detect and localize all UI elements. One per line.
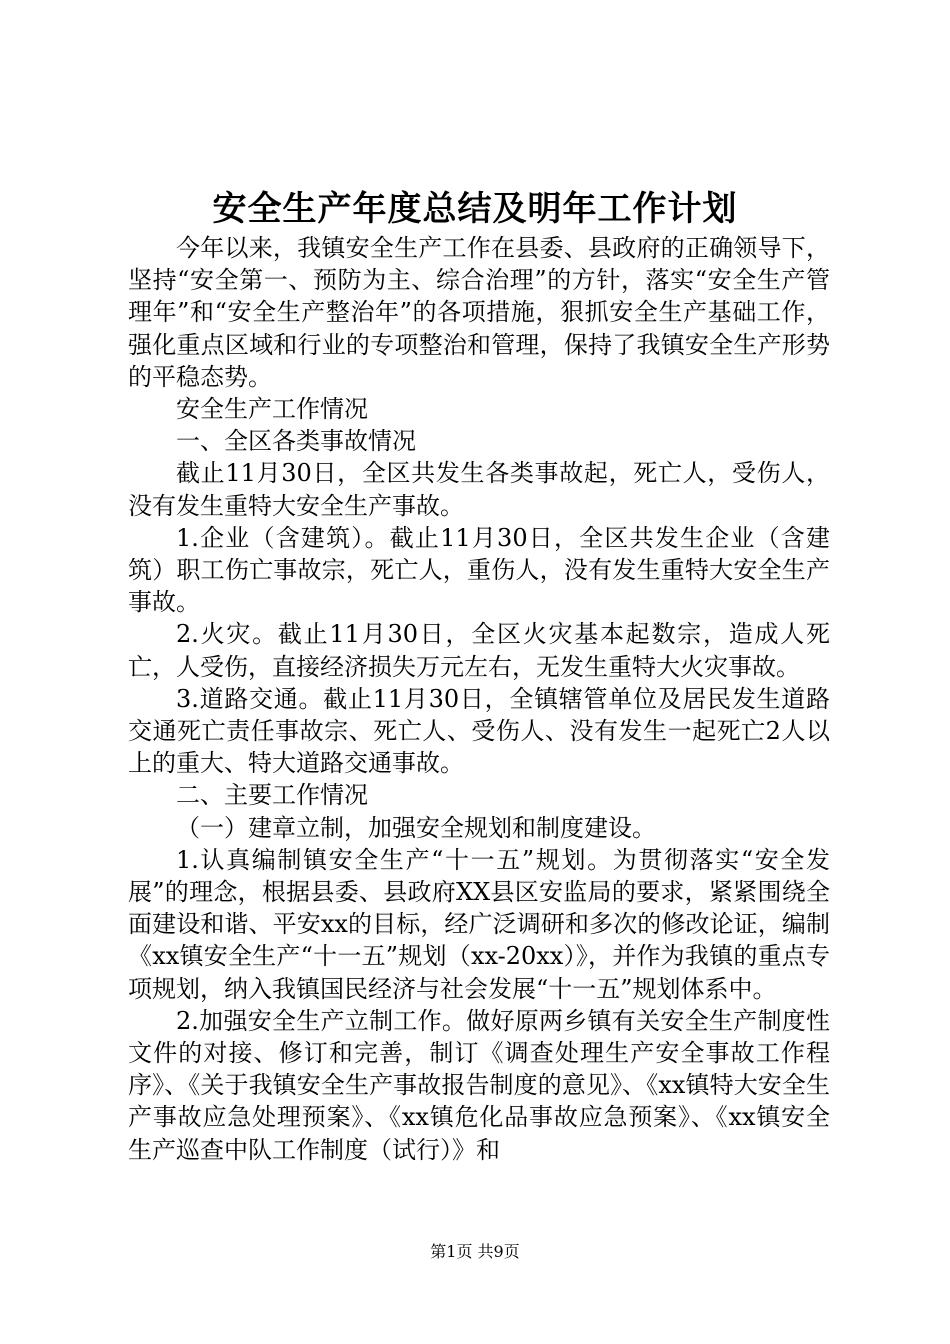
paragraph-road-traffic: 3.道路交通。截止11月30日，全镇辖管单位及居民发生道路交通死亡责任事故宗、死亡人、受伤人、没有发生一起死亡2人以上的重大、特大道路交通事故。 bbox=[128, 684, 830, 778]
section-heading-main-work: 二、主要工作情况 bbox=[176, 781, 368, 810]
paragraph-fire: 2.火灾。截止11月30日，全区火灾基本起数宗，造成人死亡，人受伤，直接经济损失万元左右，无发生重特大火灾事故。 bbox=[128, 620, 830, 681]
paragraph-accident-summary: 截止11月30日，全区共发生各类事故起，死亡人，受伤人，没有发生重特大安全生产事故。 bbox=[128, 459, 830, 520]
paragraph-enterprise: 1.企业（含建筑）。截止11月30日，全区共发生企业（含建筑）职工伤亡事故宗，死亡人，重伤人，没有发生重特大安全生产事故。 bbox=[128, 523, 830, 617]
section-heading-accidents: 一、全区各类事故情况 bbox=[176, 427, 416, 456]
document-body bbox=[128, 232, 830, 1166]
page-footer: 第1页 共9页 bbox=[430, 1242, 520, 1261]
paragraph-intro: 今年以来，我镇安全生产工作在县委、县政府的正确领导下，坚持“安全第一、预防为主、综合治理”的方针，落实“安全生产管理年”和“安全生产整治年”的各项措施，狠抓安全生产基础工作，强化重点区域和行业的专项整治和管理，保持了我镇安全生产形势的平稳态势。 bbox=[128, 234, 830, 391]
paragraph-planning: 1.认真编制镇安全生产“十一五”规划。为贯彻落实“安全发展”的理念，根据县委、县政府XX县区安监局的要求，紧紧围绕全面建设和谐、平安xx的目标，经广泛调研和多次的修改论证，编制《xx镇安全生产“十一五”规划（xx-20xx）》，并作为我镇的重点专项规划，纳入我镇国民经济与社会发展“十一五”规划体系中。 bbox=[128, 845, 830, 1003]
subsection-heading-regulations: （一）建章立制，加强安全规划和制度建设。 bbox=[176, 813, 656, 842]
document-title: 安全生产年度总结及明年工作计划 bbox=[212, 189, 738, 229]
section-heading-work-status: 安全生产工作情况 bbox=[176, 395, 368, 424]
paragraph-legislation: 2.加强安全生产立制工作。做好原两乡镇有关安全生产制度性文件的对接、修订和完善，制订《调查处理生产安全事故工作程序》、《关于我镇安全生产事故报告制度的意见》、《xx镇特大安全生产事故应急处理预案》、《xx镇危化品事故应急预案》、《xx镇安全生产巡查中队工作制度（试行）》和 bbox=[128, 1006, 830, 1164]
